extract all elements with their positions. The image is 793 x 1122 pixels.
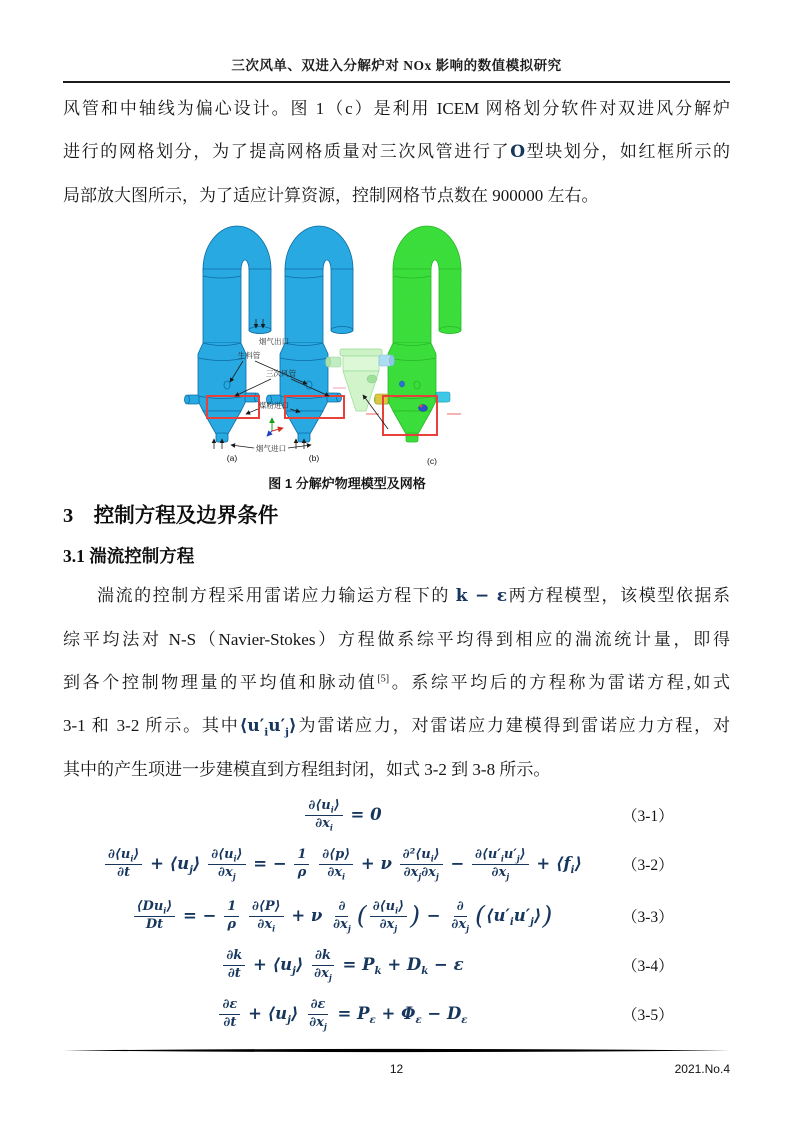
equation-3-1: $\frac{\partial⟨u_i⟩}{\partial x_i}$ = 0 — [63, 799, 622, 832]
equation-3-5: $\frac{\partial\varepsilon}{\partial t}$ + $⟨u_j⟩$ $\frac{\partial\varepsilon}{\partial x_j}$ = $P_\varepsilon + \Phi_\varepsilon - D_\varepsilon$ — [63, 998, 622, 1031]
paragraph-line: 到各个控制物理量的平均值和脉动值[5]。系综平均后的方程称为雷诺方程,如式 — [63, 673, 731, 692]
equation-number: （3-3） — [622, 909, 674, 926]
equation-number: （3-1） — [622, 808, 674, 825]
equation-3-4: $\frac{\partial k}{\partial t}$ + $⟨u_j⟩$ $\frac{\partial k}{\partial x_j}$ = $P_k + D_k - \varepsilon$ — [63, 949, 622, 982]
header-rule — [63, 81, 730, 83]
paragraph-line: 3-1 和 3-2 所示。其中$⟨u'_iu'_j⟩$为雷诺应力，对雷诺应力建模得到雷诺应力方程，对 — [63, 716, 730, 739]
paragraph-1 — [63, 87, 730, 217]
paragraph-line: 湍流的控制方程采用雷诺应力输运方程下的 k − ε两方程模型，该模型依据系 — [97, 586, 731, 606]
equation-row — [63, 891, 730, 941]
equation-3-2: $\frac{\partial⟨u_i⟩}{\partial t}$ + $⟨u_j⟩$ $\frac{\partial⟨u_i⟩}{\partial x_j}$ = − $\frac{1}{\rho}$ $\frac{\partial⟨p⟩}{\partial x_i}$ + ν $\frac{\partial^2⟨u_i⟩}{\partial x_j\partial x_j}$ − $\frac{\partial⟨u'_iu'_j⟩}{\partial x_j}$ + $⟨f_i⟩$ — [63, 848, 622, 881]
paragraph-line: 局部放大图所示，为了适应计算资源，控制网格节点数在 900000 左右。 — [63, 186, 599, 205]
paragraph-2 — [63, 574, 730, 791]
paragraph-line: 其中的产生项进一步建模直到方程组封闭，如式 3-2 到 3-8 所示。 — [63, 760, 551, 779]
equation-number: （3-5） — [622, 1007, 674, 1024]
label-sub-a: (a) — [226, 453, 238, 463]
figure-caption: 图 1 分解炉物理模型及网格 — [268, 476, 426, 491]
label-coal-inlet: 煤粉进口 — [258, 401, 290, 410]
page-footer — [63, 1041, 730, 1080]
label-flue-gas-outlet: 烟气出口 — [258, 337, 290, 346]
equation-3-3: $\frac{⟨Du_i⟩}{Dt}$ = − $\frac{1}{\rho}$ $\frac{\partial⟨P⟩}{\partial x_i}$ + ν $\frac{\partial}{\partial x_j}$ ( $\frac{\partial⟨u_i⟩}{\partial x_j}$ ) − $\frac{\partial}{\partial x_j}$ $(⟨u'_iu'_j⟩)$ — [63, 900, 622, 933]
label-flue-gas-inlet: 烟气进口 — [255, 444, 287, 453]
axis-triad-icon — [267, 418, 283, 436]
page-number: 12 — [389, 1062, 404, 1076]
equation-number: （3-4） — [622, 958, 674, 975]
paragraph-line: 综平均法对 N-S（Navier-Stokes）方程做系综平均得到相应的湍流统计量，即得 — [63, 630, 730, 649]
furnace-mesh-c — [375, 226, 462, 442]
paragraph-line: 风管和中轴线为偏心设计。图 1（c）是利用 ICEM 网格划分软件对双进风分解炉 — [63, 99, 730, 118]
label-sub-c: (c) — [427, 456, 437, 466]
label-sub-b: (b) — [308, 453, 320, 463]
equation-row — [63, 941, 730, 989]
equation-row — [63, 989, 730, 1039]
figure-canvas — [167, 218, 527, 474]
header-title: 三次风单、双进入分解炉对 NOx 影响的数值模拟研究 — [231, 58, 562, 73]
figure-1 — [167, 218, 527, 492]
equation-number: （3-2） — [622, 857, 674, 874]
label-raw-meal-pipe: 生料管 — [237, 351, 261, 360]
label-tertiary-air-duct: 三次风管 — [265, 369, 297, 378]
equation-row — [63, 793, 730, 837]
paragraph-line: 进行的网格划分，为了提高网格质量对三次风管进行了O型块划分，如红框所示的 — [63, 142, 731, 162]
equation-block — [63, 793, 730, 1039]
issue-label: 2021.No.4 — [674, 1062, 730, 1076]
section-heading: 3 控制方程及边界条件 — [63, 505, 279, 527]
equation-row — [63, 837, 730, 891]
footer-rule — [63, 1047, 730, 1054]
subsection-heading: 3.1 湍流控制方程 — [63, 546, 195, 566]
